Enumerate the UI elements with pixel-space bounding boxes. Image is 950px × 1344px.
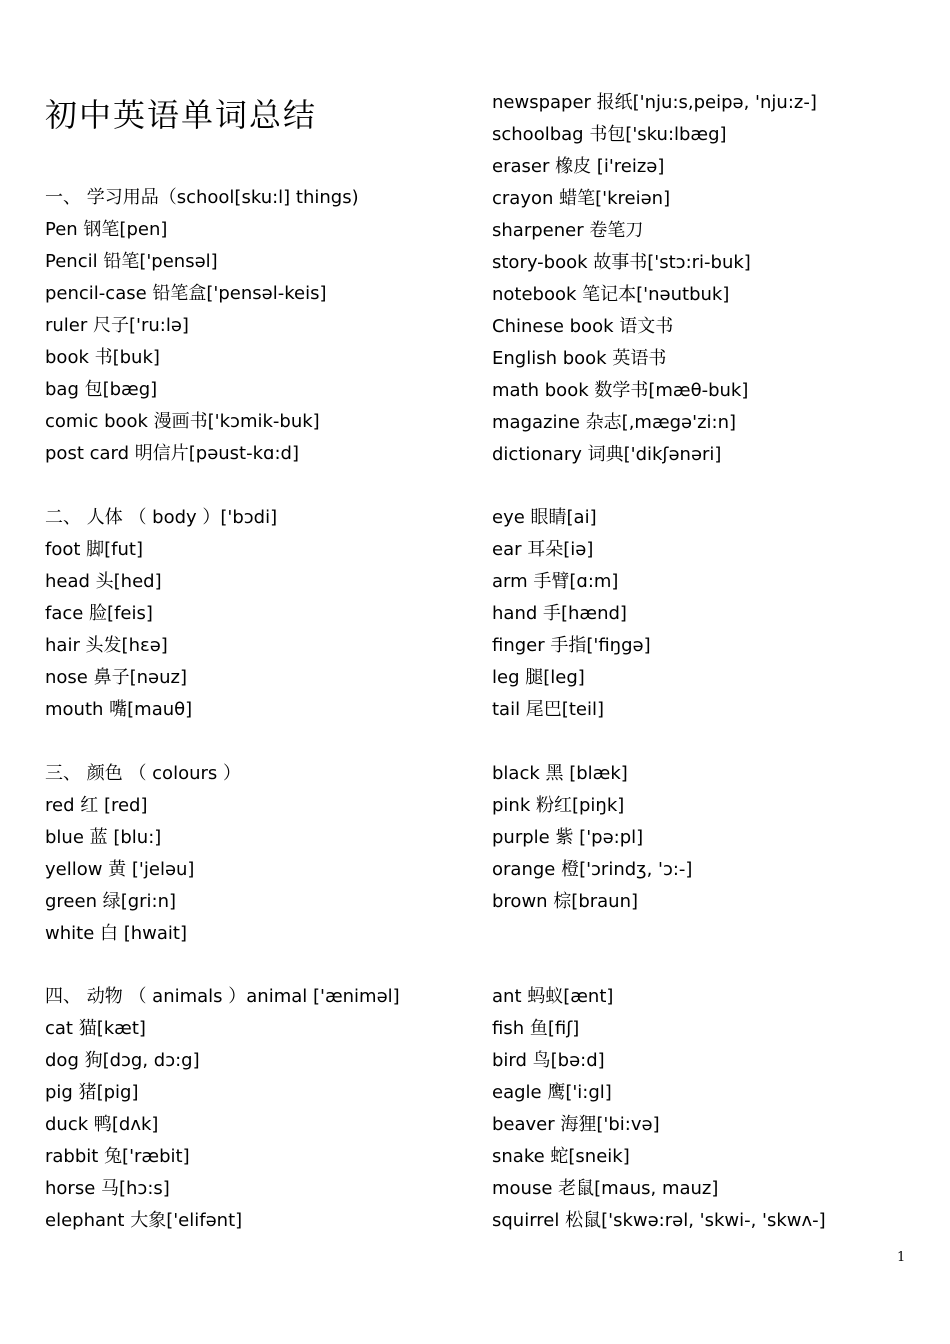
vocab-line: Pencil 铅笔['pensəl] (45, 251, 218, 272)
vocab-line: ear 耳朵[iə] (492, 539, 594, 560)
vocab-line: story-book 故事书['stɔ:ri-buk] (492, 252, 751, 273)
vocab-line: crayon 蜡笔['kreiən] (492, 188, 671, 209)
vocab-line: schoolbag 书包['sku:lbæg] (492, 124, 727, 145)
section-heading-colours: 三、 颜色 （ colours ） (45, 763, 241, 784)
document-title: 初中英语单词总结 (45, 96, 318, 134)
vocab-line: dictionary 词典['dikʃənəri] (492, 444, 722, 465)
vocab-line: black 黑 [blæk] (492, 763, 628, 784)
vocab-line: brown 棕[braun] (492, 891, 639, 912)
vocab-line: eraser 橡皮 [i'reizə] (492, 156, 665, 177)
vocab-line: math book 数学书[mæθ-buk] (492, 380, 749, 401)
vocab-line: duck 鸭[dʌk] (45, 1114, 159, 1135)
vocab-line: head 头[hed] (45, 571, 162, 592)
vocab-line: blue 蓝 [blu:] (45, 827, 162, 848)
vocab-line: magazine 杂志[,mægə'zi:n] (492, 412, 737, 433)
section-heading-animals: 四、 动物 （ animals ）animal ['ænimәl] (45, 986, 400, 1007)
vocab-line: beaver 海狸['bi:və] (492, 1114, 660, 1135)
vocab-line: green 绿[gri:n] (45, 891, 177, 912)
vocab-line: pink 粉红[piŋk] (492, 795, 625, 816)
vocab-line: bag 包[bæg] (45, 379, 158, 400)
vocab-line: mouth 嘴[mauθ] (45, 699, 193, 720)
vocab-line: ant 蚂蚁[ænt] (492, 986, 614, 1007)
vocab-line: pencil-case 铅笔盒['pensəl-keis] (45, 283, 327, 304)
vocab-line: yellow 黄 ['jeləu] (45, 859, 195, 880)
vocab-line: horse 马[hɔ:s] (45, 1178, 170, 1199)
vocab-line: hair 头发[hεə] (45, 635, 168, 656)
vocab-line: red 红 [red] (45, 795, 148, 816)
vocab-line: nose 鼻子[nəuz] (45, 667, 187, 688)
vocab-line: leg 腿[leg] (492, 667, 585, 688)
vocab-line: ruler 尺子['ru:lə] (45, 315, 189, 336)
section-heading-body: 二、 人体 （ body ）['bɔdi] (45, 507, 278, 528)
vocab-line: newspaper 报纸['nju:s,peipə, 'nju:z-] (492, 92, 817, 113)
vocab-line: orange 橙['ɔrindʒ, 'ɔ:-] (492, 859, 693, 880)
vocab-line: elephant 大象['elifənt] (45, 1210, 243, 1231)
vocab-line: sharpener 卷笔刀 (492, 220, 644, 241)
vocab-line: book 书[buk] (45, 347, 160, 368)
vocab-line: eagle 鹰['i:gl] (492, 1082, 612, 1103)
vocab-line: face 脸[feis] (45, 603, 153, 624)
vocab-line: arm 手臂[ɑ:m] (492, 571, 619, 592)
section-heading-school-things: 一、 学习用品（school[sku:l] things) (45, 187, 359, 208)
vocab-line: squirrel 松鼠['skwə:rəl, 'skwi-, 'skwʌ-] (492, 1210, 826, 1231)
page-number: 1 (897, 1250, 906, 1265)
vocab-line: rabbit 兔['ræbit] (45, 1146, 190, 1167)
vocab-line: post card 明信片[pəust-kɑ:d] (45, 443, 299, 464)
vocab-line: bird 鸟[bə:d] (492, 1050, 605, 1071)
vocab-line: English book 英语书 (492, 348, 667, 369)
vocab-line: purple 紫 ['pə:pl] (492, 827, 644, 848)
vocab-line: snake 蛇[sneik] (492, 1146, 630, 1167)
vocab-line: hand 手[hænd] (492, 603, 627, 624)
vocab-line: eye 眼睛[ai] (492, 507, 597, 528)
vocab-line: tail 尾巴[teil] (492, 699, 604, 720)
vocab-line: cat 猫[kæt] (45, 1018, 146, 1039)
vocab-line: dog 狗[dɔg, dɔ:g] (45, 1050, 200, 1071)
vocab-line: foot 脚[fut] (45, 539, 143, 560)
vocab-line: comic book 漫画书['kɔmik-buk] (45, 411, 320, 432)
vocab-line: Chinese book 语文书 (492, 316, 674, 337)
vocab-line: pig 猪[pig] (45, 1082, 139, 1103)
vocab-line: notebook 笔记本['nəutbuk] (492, 284, 730, 305)
vocab-line: finger 手指['fiŋgə] (492, 635, 651, 656)
vocab-line: mouse 老鼠[maus, mauz] (492, 1178, 719, 1199)
vocab-line: white 白 [hwait] (45, 923, 187, 944)
vocab-line: Pen 钢笔[pen] (45, 219, 168, 240)
vocab-line: fish 鱼[fiʃ] (492, 1018, 580, 1039)
